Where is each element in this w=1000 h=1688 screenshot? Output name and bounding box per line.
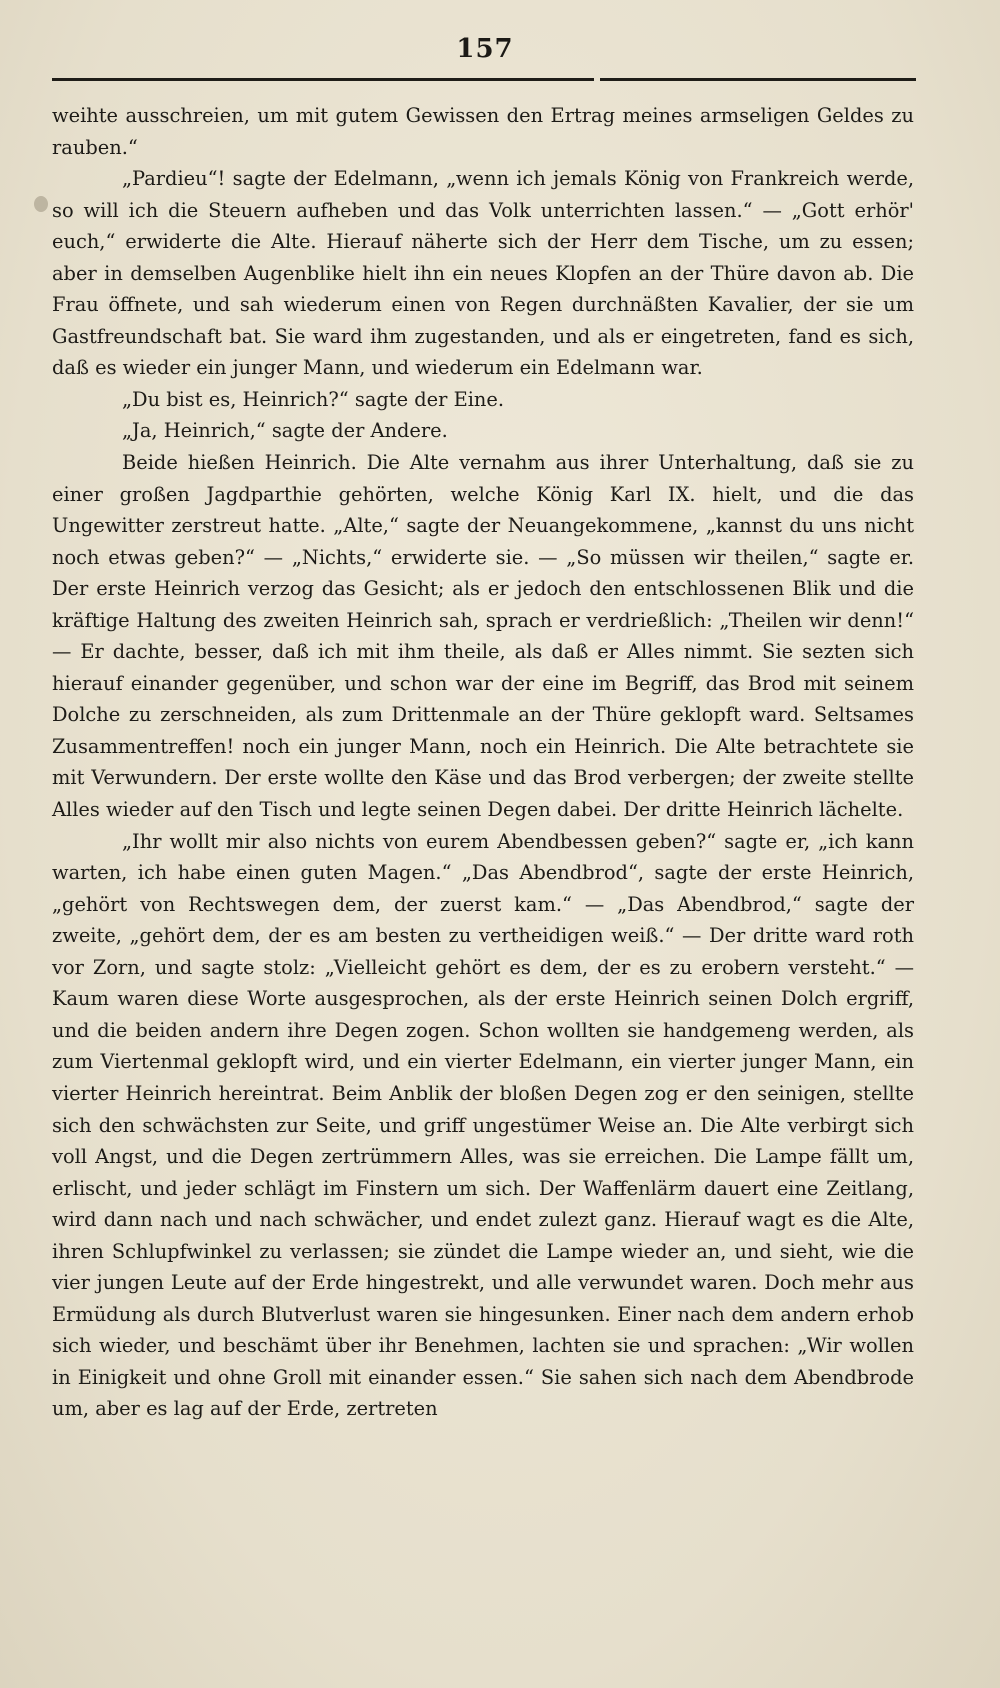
paragraph: „Du bist es, Heinrich?“ sagte der Eine. <box>122 387 505 411</box>
body-text <box>52 100 914 1425</box>
page-number: 157 <box>456 34 514 64</box>
paragraph: „Ihr wollt mir also nichts von eurem Abendbessen geben?“ sagte er, „ich kann warten, ich habe einen guten Magen.“ „Das Abendbrod“, sagte der erste Heinrich, „gehört von Rechtswegen dem, der zuerst kam.“ — „Das Abendbrod,“ sagte der zweite, „gehört dem, der es am besten zu vertheidigen weiß.“ — Der dritte ward roth vor Zorn, und sagte stolz: „Vielleicht gehört es dem, der es zu erobern versteht.“ — Kaum waren diese Worte ausgesprochen, als der erste Heinrich seinen Dolch ergriff, und die beiden andern ihre Degen zogen. Schon wollten sie handgemeng werden, als zum Viertenmal geklopft wird, und ein vierter Edelmann, ein vierter junger Mann, ein vierter Heinrich hereintrat. Beim Anblik der bloßen Degen zog er den seinigen, stellte sich den schwächsten zur Seite, und griff ungestümer Weise an. Die Alte verbirgt sich voll Angst, und die Degen zertrümmern Alles, was sie erreichen. Die Lampe fällt um, erlischt, und jeder schlägt im Finstern um sich. Der Waffenlärm dauert eine Zeitlang, wird dann nach und nach schwächer, und endet zulezt ganz. Hierauf wagt es die Alte, ihren Schlupfwinkel zu verlassen; sie zündet die Lampe wieder an, und sieht, wie die vier jungen Leute auf der Erde hingestrekt, und alle verwundet waren. Doch mehr aus Ermüdung als durch Blutverlust waren sie hingesunken. Einer nach dem andern erhob sich wieder, und beschämt über ihr Benehmen, lachten sie und sprachen: „Wir wollen in Einigkeit und ohne Groll mit einander essen.“ Sie sahen sich nach dem Abendbrode um, aber es lag auf der Erde, zertreten <box>52 829 914 1421</box>
header-rule-left <box>52 78 594 81</box>
paragraph: Beide hießen Heinrich. Die Alte vernahm aus ihrer Unterhaltung, daß sie zu einer großen Jagdparthie gehörten, welche König Karl IX. hielt, und die das Ungewitter zerstreut hatte. „Alte,“ sagte der Neuangekommene, „kannst du uns nicht noch etwas geben?“ — „Nichts,“ erwiderte sie. — „So müssen wir theilen,“ sagte er. Der erste Heinrich verzog das Gesicht; als er jedoch den entschlossenen Blik und die kräftige Haltung des zweiten Heinrich sah, sprach er verdrießlich: „Theilen wir denn!“ — Er dachte, besser, daß ich mit ihm theile, als daß er Alles nimmt. Sie sezten sich hierauf einander gegenüber, und schon war der eine im Begriff, das Brod mit seinem Dolche zu zerschneiden, als zum Drittenmale an der Thüre geklopft ward. Seltsames Zusammentreffen! noch ein junger Mann, noch ein Heinrich. Die Alte betrachtete sie mit Verwundern. Der erste wollte den Käse und das Brod verbergen; der zweite stellte Alles wieder auf den Tisch und legte seinen Degen dabei. Der dritte Heinrich lächelte. <box>52 451 914 822</box>
paragraph: „Ja, Heinrich,“ sagte der Andere. <box>122 419 448 443</box>
ink-blemish <box>34 196 48 212</box>
paragraph: weihte ausschreien, um mit gutem Gewissen den Ertrag meines armseligen Geldes zu rauben.“ <box>52 104 914 159</box>
header-rule-right <box>600 78 916 81</box>
paragraph: „Pardieu“! sagte der Edelmann, „wenn ich jemals König von Frankreich werde, so will ich die Steuern aufheben und das Volk unterrichten lassen.“ — „Gott erhör' euch,“ erwiderte die Alte. Hierauf näherte sich der Herr dem Tische, um zu essen; aber in demselben Augenblike hielt ihn ein neues Klopfen an der Thüre davon ab. Die Frau öffnete, und sah wiederum einen von Regen durchnäßten Kavalier, der sie um Gastfreundschaft bat. Sie ward ihm zugestanden, und als er eingetreten, fand es sich, daß es wieder ein junger Mann, und wiederum ein Edelmann war. <box>52 167 914 380</box>
